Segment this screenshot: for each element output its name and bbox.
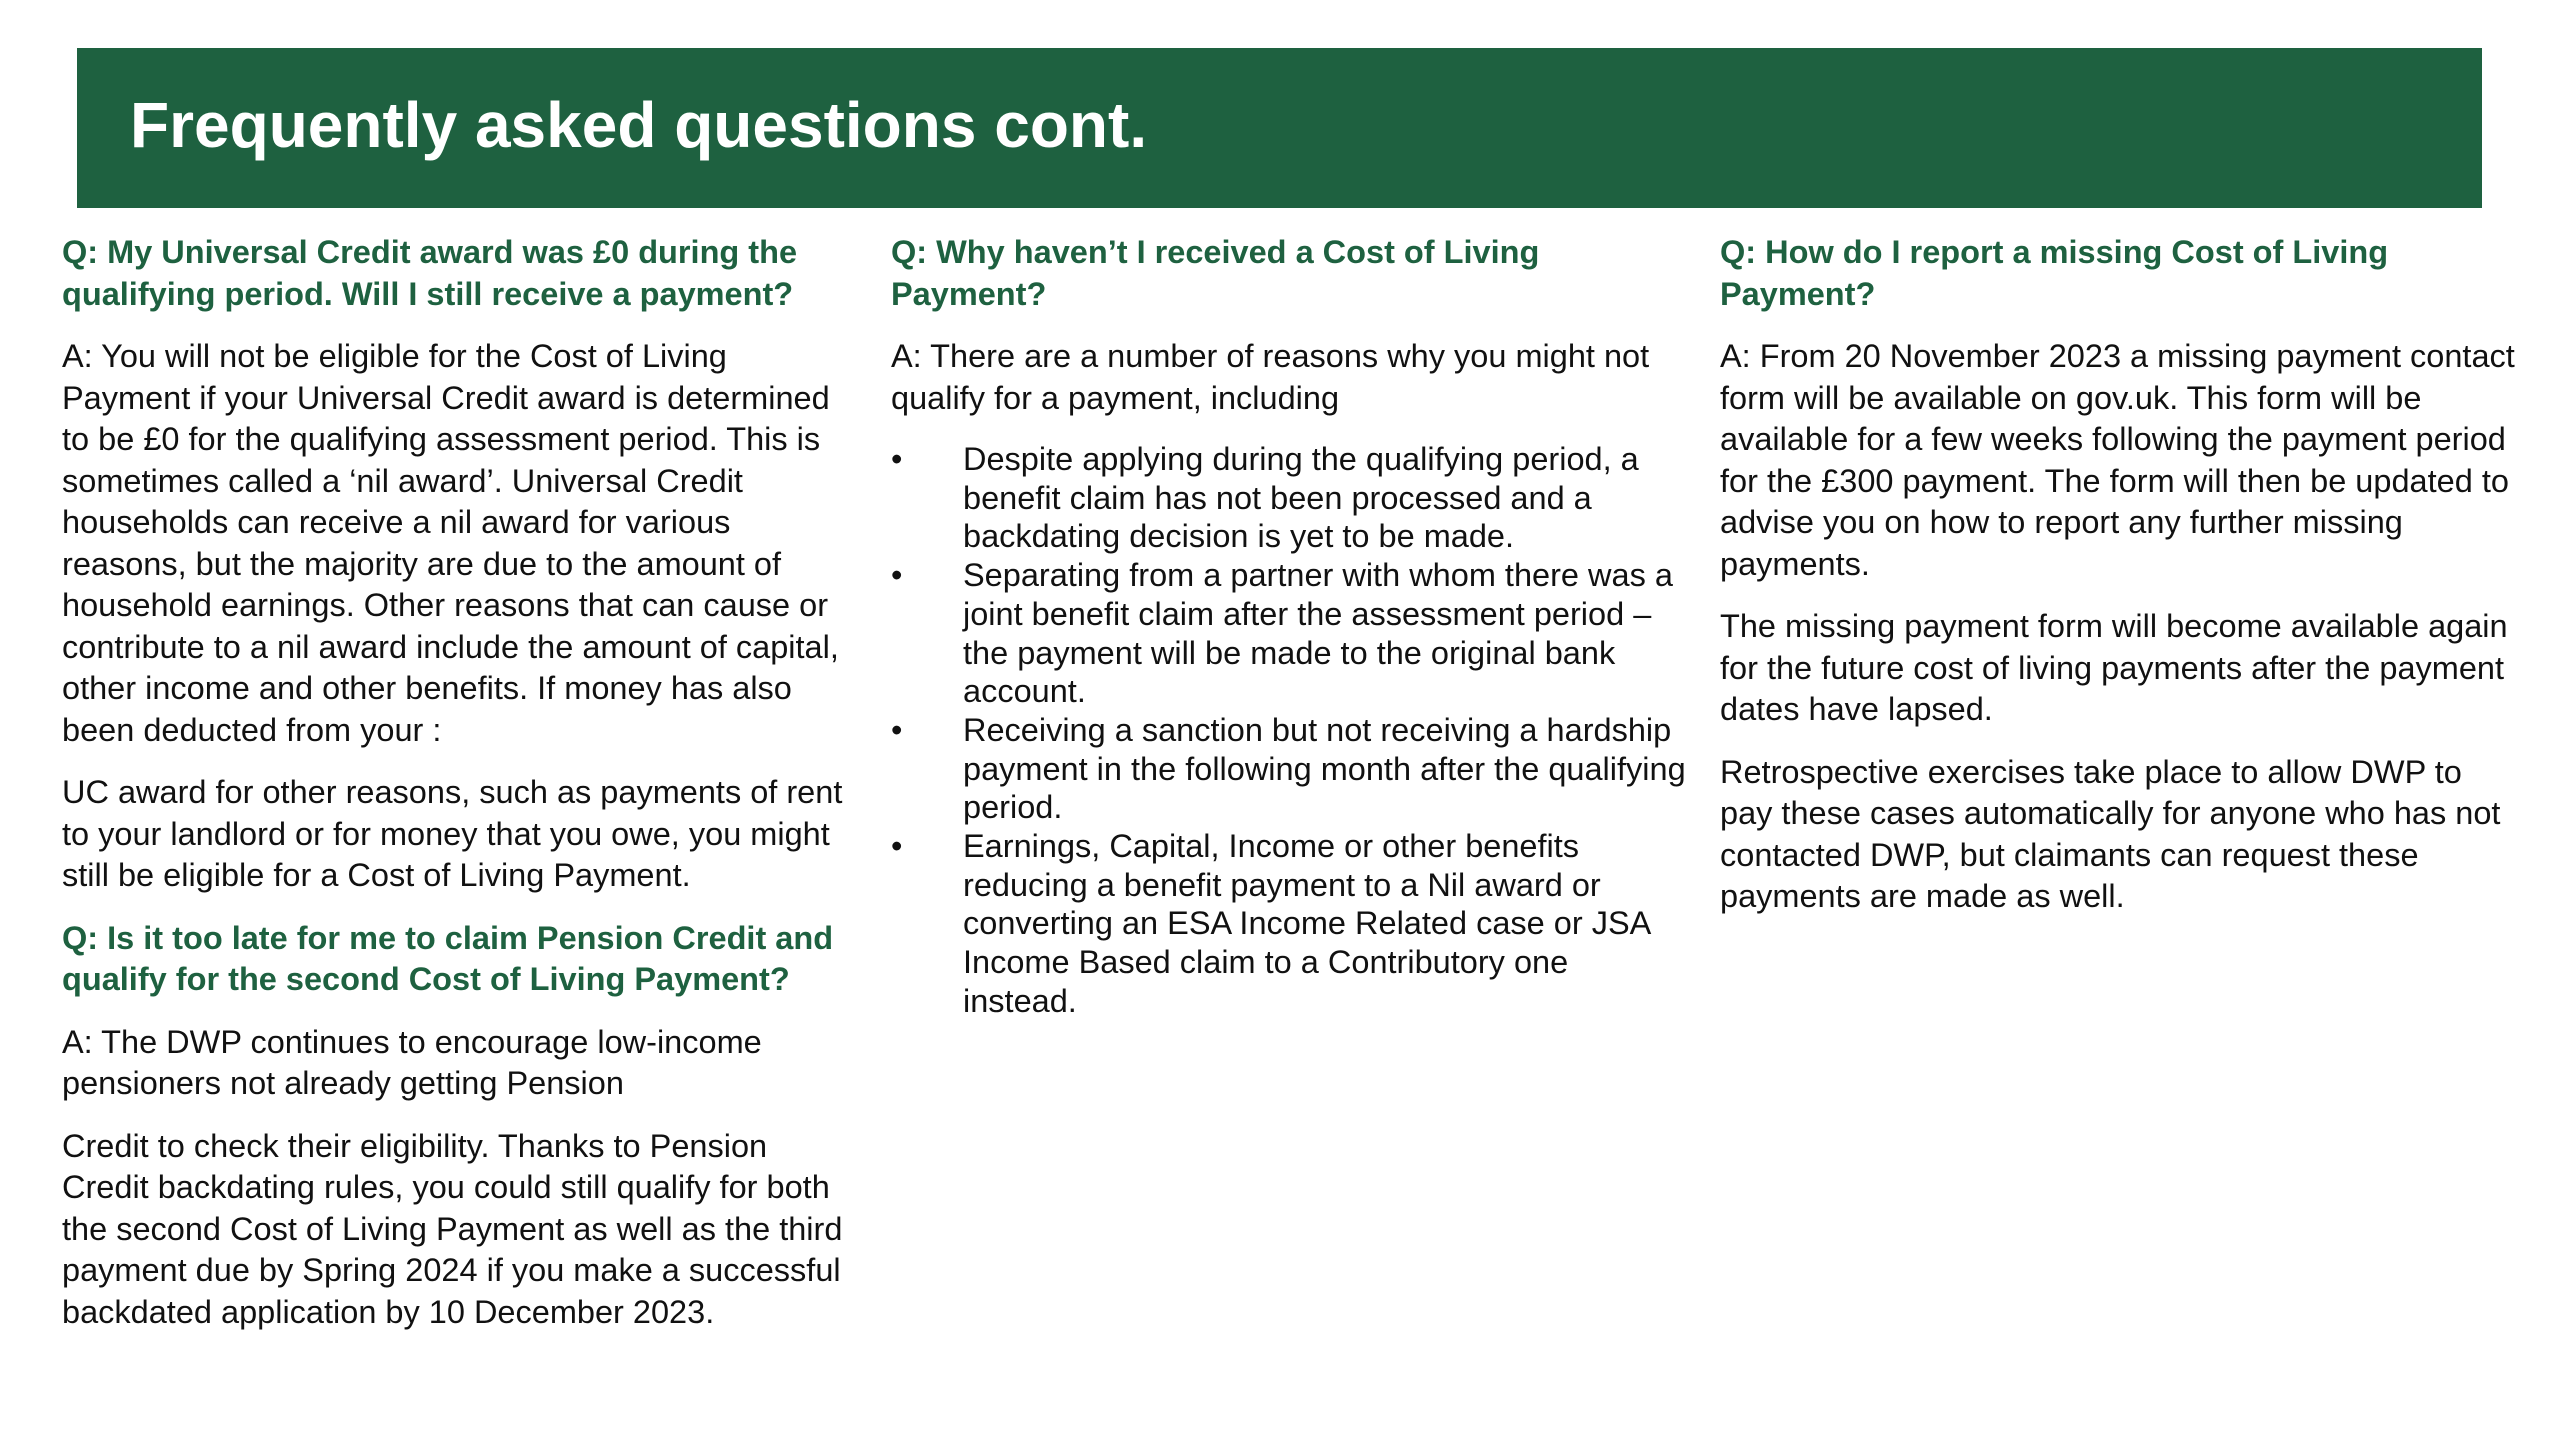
faq-column-2 [891,232,1691,1021]
page-title: Frequently asked questions cont. [130,89,1148,161]
faq-answer: A: From 20 November 2023 a missing payment contact form will be available on gov.uk. This form will be available for a few weeks following the payment period for the £300 payment. The form will then be updated to advise you on how to report any further missing payments. [1720,338,2515,582]
faq-question: Q: My Universal Credit award was £0 during the qualifying period. Will I still receive a payment? [62,234,798,312]
faq-question: Q: How do I report a missing Cost of Living Payment? [1720,234,2389,312]
bullet-text: Despite applying during the qualifying period, a benefit claim has not been processed and a backdating decision is yet to be made. [963,441,1639,555]
faq-answer: Retrospective exercises take place to allow DWP to pay these cases automatically for anyone who has not contacted DWP, but claimants can request these payments are made as well. [1720,753,2501,914]
faq-question: Q: Why haven’t I received a Cost of Living Payment? [891,234,1540,312]
faq-answer: A: You will not be eligible for the Cost of Living Payment if your Universal Credit award is determined to be £0 for the qualifying assessment period. This is sometimes called a ‘nil award’. Universal Credit households can receive a nil award for various reasons, but the majority are due to the amount of household earnings. Other reasons that can cause or contribute to a nil award include the amount of capital, other income and other benefits. If money has also been deducted from your : [62,338,839,748]
faq-answer: UC award for other reasons, such as payments of rent to your landlord or for money that you owe, you might still be eligible for a Cost of Living Payment. [62,774,843,893]
bullet-text: Separating from a partner with whom there was a joint benefit claim after the assessment period – the payment will be made to the original bank account. [963,557,1673,710]
bullet-text: Earnings, Capital, Income or other benefits reducing a benefit payment to a Nil award or converting an ESA Income Related case or JSA Income Based claim to a Contributory one instead. [963,828,1650,1019]
faq-answer: A: The DWP continues to encourage low-income pensioners not already getting Pension [62,1023,762,1101]
bullet-glyph: • [891,557,903,594]
faq-column-3 [1720,232,2520,939]
faq-answer: The missing payment form will become available again for the future cost of living payments after the payment dates have lapsed. [1720,608,2508,727]
faq-answer: A: There are a number of reasons why you might not qualify for a payment, including [891,338,1650,416]
faq-question: Q: Is it too late for me to claim Pension Credit and qualify for the second Cost of Living Payment? [62,919,834,997]
bullet-text: Receiving a sanction but not receiving a hardship payment in the following month after the qualifying period. [963,711,1686,826]
bullet-glyph: • [891,711,903,748]
bullet-glyph: • [891,441,903,477]
header-banner [77,48,2482,208]
faq-column-1 [62,232,852,1354]
bullet-item [891,711,1691,827]
reasons-bullet-list [891,440,1691,1021]
bullet-glyph: • [891,828,903,865]
bullet-item [891,440,1691,556]
bullet-item [891,556,1691,711]
faq-answer: Credit to check their eligibility. Thanks to Pension Credit backdating rules, you could still qualify for both the second Cost of Living Payment as well as the third payment due by Spring 2024 if you make a successful backdated application by 10 December 2023. [62,1127,843,1330]
bullet-item [891,827,1691,1021]
